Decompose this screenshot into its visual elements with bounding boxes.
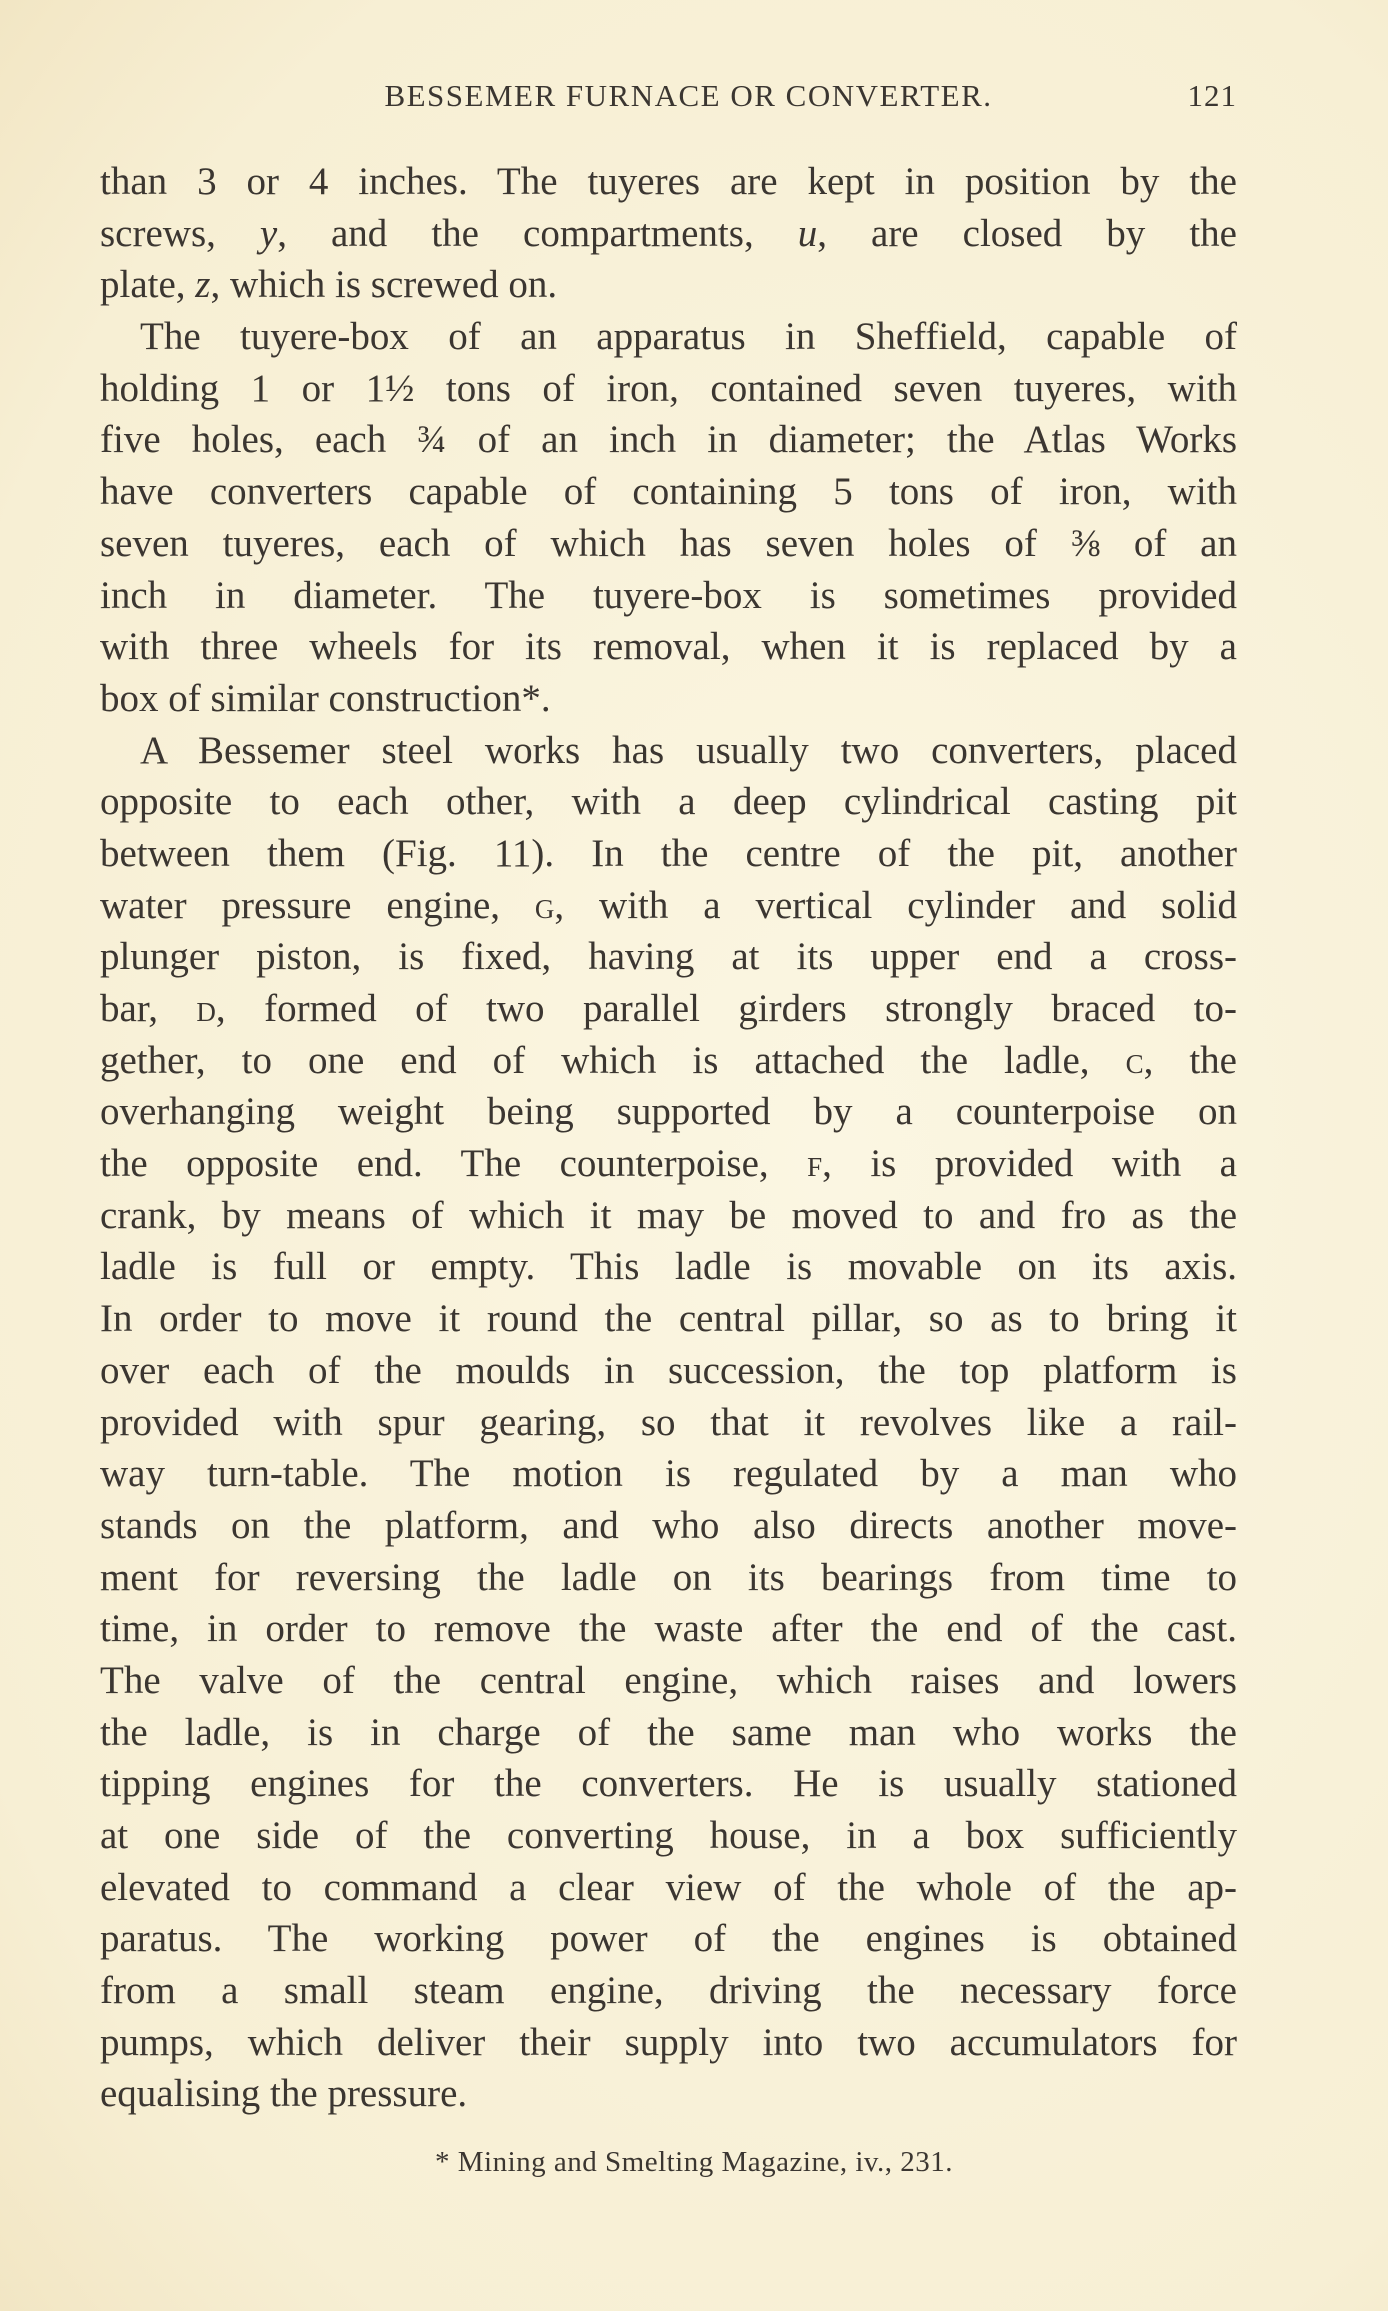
text-line: over each of the moulds in succession, the top platform is bbox=[100, 1348, 1237, 1392]
text-line: paratus. The working power of the engines is obtained bbox=[100, 1917, 1237, 1961]
text-line: stands on the platform, and who also directs another move- bbox=[100, 1503, 1237, 1547]
small-caps-letter: f bbox=[807, 1142, 823, 1186]
text-line: pumps, which deliver their supply into two accumulators for bbox=[100, 2020, 1237, 2064]
text-line: elevated to command a clear view of the whole of the ap- bbox=[100, 1865, 1237, 1909]
text-line: plate, z, which is screwed on. bbox=[100, 263, 558, 307]
text-line: gether, to one end of which is attached the ladle, c, the bbox=[100, 1038, 1237, 1082]
text-line: overhanging weight being supported by a counterpoise on bbox=[100, 1090, 1237, 1134]
running-header bbox=[100, 74, 1237, 120]
text-line: In order to move it round the central pillar, so as to bring it bbox=[100, 1297, 1237, 1341]
text-line: provided with spur gearing, so that it revolves like a rail- bbox=[100, 1400, 1237, 1444]
text-line: plunger piston, is fixed, having at its upper end a cross- bbox=[100, 935, 1237, 979]
small-caps-letter: g bbox=[534, 883, 555, 927]
text-line: way turn-table. The motion is regulated by a man who bbox=[100, 1452, 1237, 1496]
text-line: tipping engines for the converters. He is usually stationed bbox=[100, 1762, 1237, 1806]
text-line: A Bessemer steel works has usually two converters, placed bbox=[140, 728, 1237, 772]
text-line: crank, by means of which it may be moved to and fro as the bbox=[100, 1193, 1237, 1237]
text-line: screws, y, and the compartments, u, are closed by the bbox=[100, 211, 1237, 255]
text-line: the ladle, is in charge of the same man who works the bbox=[100, 1710, 1237, 1754]
text-line: from a small steam engine, driving the necessary force bbox=[100, 1969, 1237, 2013]
text-line: The tuyere-box of an apparatus in Sheffield, capable of bbox=[140, 315, 1237, 359]
text-line: ment for reversing the ladle on its bearings from time to bbox=[100, 1555, 1237, 1599]
body-text bbox=[100, 156, 1237, 2120]
text-line: seven tuyeres, each of which has seven holes of ⅜ of an bbox=[100, 521, 1237, 565]
text-line: five holes, each ¾ of an inch in diameter; the Atlas Works bbox=[100, 418, 1237, 462]
text-line: than 3 or 4 inches. The tuyeres are kept in position by the bbox=[100, 160, 1237, 203]
text-line: The valve of the central engine, which raises and lowers bbox=[100, 1658, 1237, 1702]
text-line: box of similar construction*. bbox=[100, 676, 551, 720]
italic-letter: y bbox=[259, 211, 278, 255]
paragraph bbox=[100, 156, 1237, 311]
footnote: * Mining and Smelting Magazine, iv., 231. bbox=[434, 2146, 953, 2178]
running-title: BESSEMER FURNACE OR CONVERTER. bbox=[384, 78, 993, 113]
italic-letter: u bbox=[797, 211, 818, 255]
text-line: ladle is full or empty. This ladle is movable on its axis. bbox=[100, 1245, 1237, 1289]
text-line: water pressure engine, g, with a vertical cylinder and solid bbox=[100, 883, 1237, 927]
text-line: bar, d, formed of two parallel girders strongly braced to- bbox=[100, 987, 1237, 1030]
paragraph bbox=[100, 725, 1237, 2121]
paragraph bbox=[100, 311, 1237, 725]
text-line: opposite to each other, with a deep cylindrical casting pit bbox=[100, 780, 1237, 824]
text-line: have converters capable of containing 5 tons of iron, with bbox=[100, 470, 1237, 514]
text-line: equalising the pressure. bbox=[100, 2072, 468, 2116]
text-line: time, in order to remove the waste after the end of the cast. bbox=[100, 1607, 1237, 1651]
small-caps-letter: d bbox=[196, 987, 216, 1030]
text-line: between them (Fig. 11). In the centre of the pit, another bbox=[100, 831, 1237, 875]
small-caps-letter: c bbox=[1125, 1038, 1144, 1082]
text-line: with three wheels for its removal, when it is replaced by a bbox=[100, 625, 1237, 669]
text-line: inch in diameter. The tuyere-box is sometimes provided bbox=[100, 573, 1237, 617]
text-line: at one side of the converting house, in a box sufficiently bbox=[100, 1814, 1237, 1857]
italic-letter: z bbox=[195, 263, 211, 307]
text-line: holding 1 or 1½ tons of iron, contained seven tuyeres, with bbox=[100, 366, 1237, 410]
page-number: 121 bbox=[1187, 78, 1237, 113]
text-line: the opposite end. The counterpoise, f, is provided with a bbox=[100, 1142, 1237, 1186]
